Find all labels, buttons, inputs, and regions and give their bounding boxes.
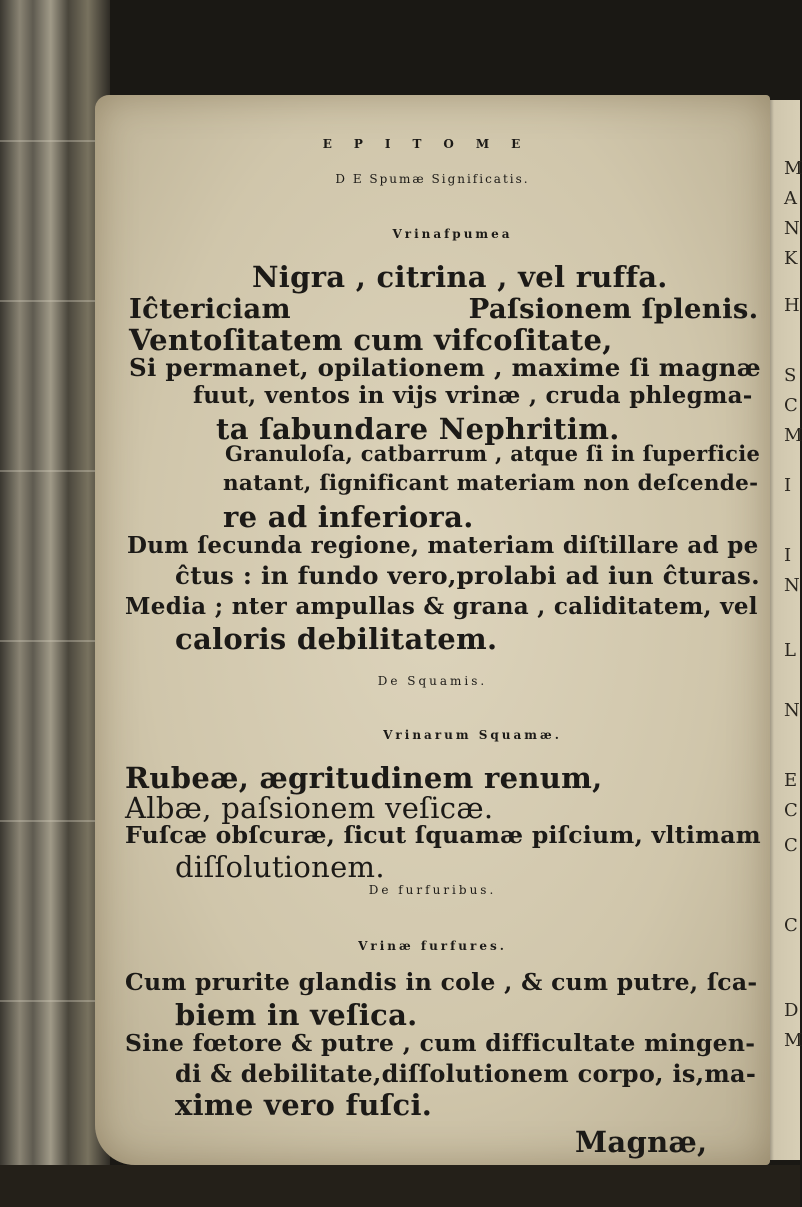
facing-letter: M — [784, 425, 802, 446]
facing-letter: K — [784, 248, 798, 269]
facing-letter: N — [784, 575, 800, 596]
text-line: diſſolutionem. — [175, 850, 385, 885]
text-line: Si permanet, opilationem , maxime ſi magnæ — [129, 352, 761, 382]
facing-letter: S — [784, 365, 797, 386]
section-subtitle: Vrinafpumea — [392, 227, 513, 242]
facing-letter: N — [784, 700, 800, 721]
text-line: Dum ſecunda regione, materiam diſtillare ad pe — [127, 531, 759, 559]
running-heading: EPITOME — [322, 136, 543, 151]
text-line: fuut, ventos in vijs vrinæ , cruda phlegma- — [193, 382, 753, 410]
chapter-title: D E Spumæ Significatis. — [335, 171, 530, 186]
text-line: Granuloſa, catbarrum , atque ſi in ſuperficie — [225, 441, 761, 467]
facing-letter: H — [784, 295, 800, 316]
text-line: Cum prurite glandis in cole , & cum putre, ſca- — [125, 968, 758, 997]
background-bottom — [0, 1165, 800, 1207]
facing-letter: I — [784, 545, 792, 566]
section-title: De Squamis. — [377, 674, 488, 689]
text-line: biem in veſica. — [175, 997, 418, 1032]
section-title: De furfuribus. — [368, 883, 497, 898]
facing-letter: M — [784, 158, 802, 179]
section-subtitle: Vrinæ furfures. — [358, 938, 507, 953]
text-line: caloris debilitatem. — [175, 622, 498, 657]
text-line: xime vero fuſci. — [175, 1088, 433, 1123]
book-gutter — [0, 0, 110, 1207]
text-line: di & debilitate,diſſolutionem corpo, is,ma- — [175, 1058, 757, 1088]
text-line: Sine fœtore & putre , cum difficultate mingen- — [125, 1029, 756, 1058]
text-line: ĉtus : in fundo vero,prolabi ad iun ĉturas. — [175, 561, 760, 591]
text-line: re ad inferiora. — [223, 500, 474, 535]
catchword: Magnæ, — [575, 1125, 708, 1159]
facing-letter: D — [784, 1000, 799, 1021]
text-line: ta ſabundare Nephritim. — [216, 411, 620, 446]
facing-letter: A — [784, 188, 797, 209]
text-line: Nigra , citrina , vel ruffa. — [252, 260, 668, 295]
section-subtitle: Vrinarum Squamæ. — [383, 728, 562, 743]
text-line: Albæ, paſsionem veſicæ. — [125, 790, 494, 825]
text-line: Rubeæ, ægritudinem renum, — [125, 761, 603, 796]
facing-letter: C — [784, 395, 798, 416]
text-line: Ventoſitatem cum vifcoſitate, — [129, 322, 613, 357]
facing-letter: C — [784, 915, 798, 936]
text-line: Media ; nter ampullas & grana , caliditatem, vel — [125, 592, 758, 620]
facing-letter: L — [784, 640, 796, 661]
facing-letter: I — [784, 475, 792, 496]
text-line: Fuſcæ obſcuræ, ſicut ſquamæ piſcium, vltimam — [125, 820, 761, 849]
facing-letter: M — [784, 1030, 802, 1051]
facing-letter: C — [784, 800, 798, 821]
facing-letter: C — [784, 835, 798, 856]
facing-letter: E — [784, 770, 798, 791]
text-line: natant, ſignificant materiam non deſcende- — [223, 470, 759, 496]
facing-letter: N — [784, 218, 800, 239]
text-line: Iĉtericiam Paſsionem ſplenis. — [129, 293, 759, 326]
book-page — [95, 95, 770, 1165]
